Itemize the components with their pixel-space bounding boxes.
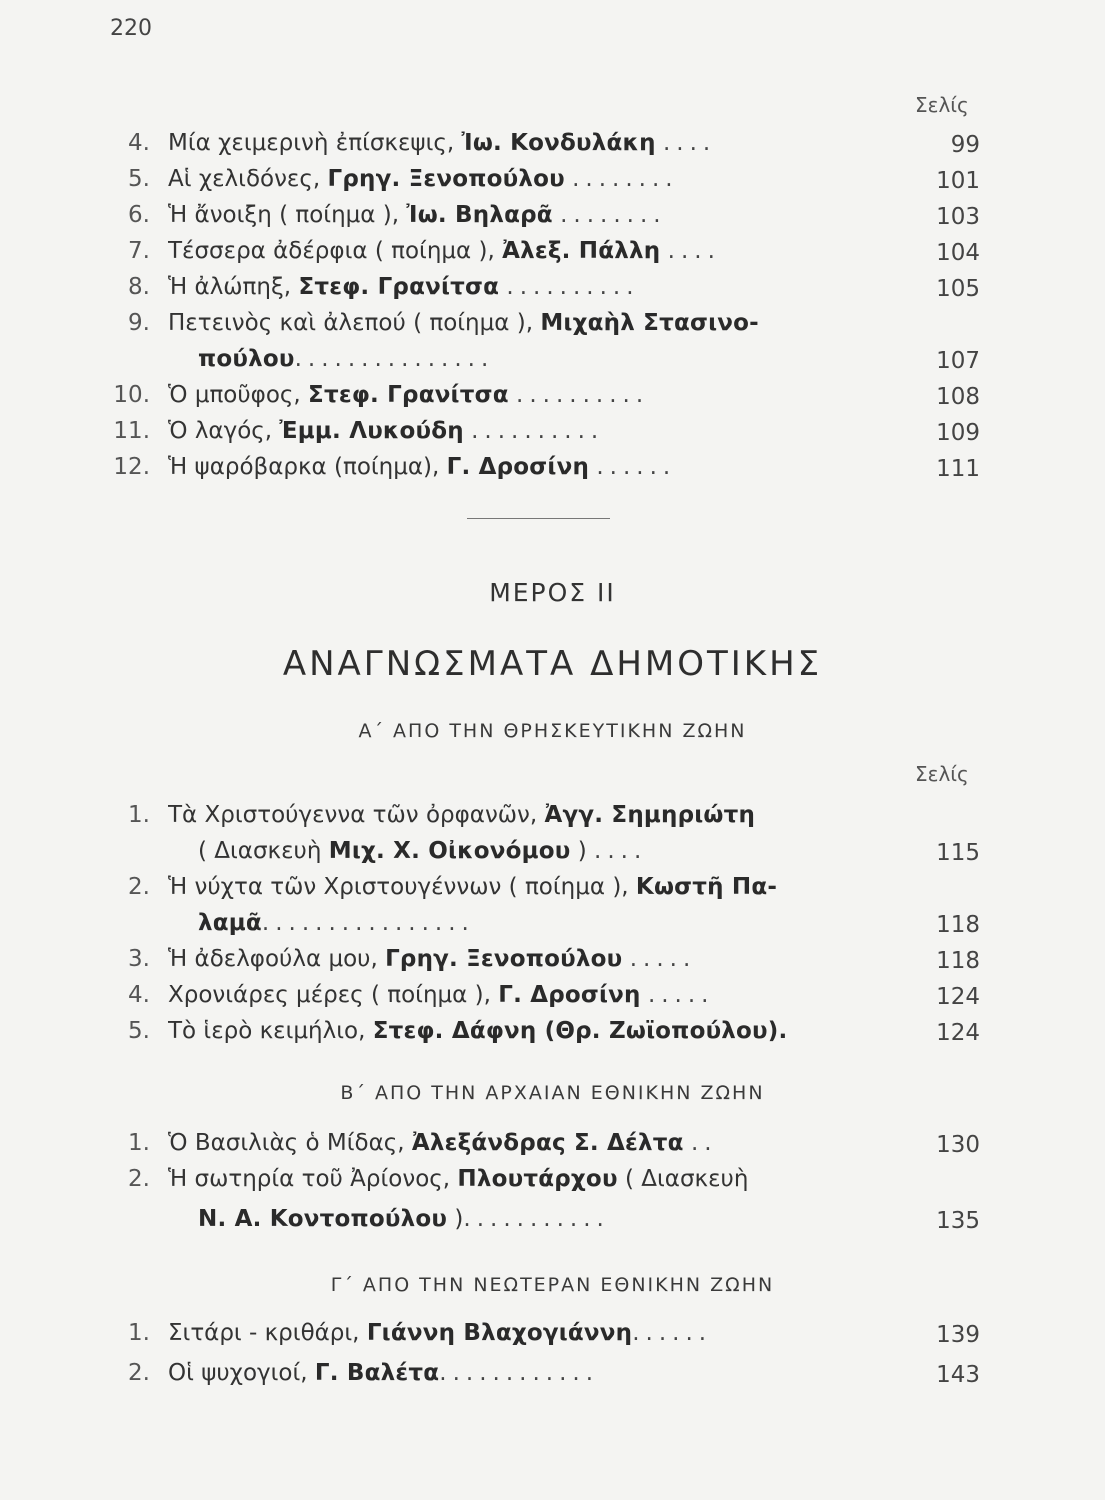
toc-page: 99 <box>950 132 980 158</box>
toc-leader-dots: ..... <box>629 946 697 972</box>
toc-number: 1. <box>128 1130 150 1156</box>
toc-text <box>168 910 910 936</box>
toc-author: Γιάννη Βλαχογιάννη <box>366 1320 633 1346</box>
toc-text <box>168 238 910 264</box>
toc-number: 1. <box>128 1320 150 1346</box>
toc-text <box>168 202 910 228</box>
toc-row <box>100 1166 980 1202</box>
toc-number: 8. <box>128 274 150 300</box>
toc-page: 139 <box>936 1322 980 1348</box>
toc-title: Οἱ ψυχογιοί, <box>168 1360 315 1386</box>
toc-title: Μία χειμερινὴ ἐπίσκεψις, <box>168 130 462 156</box>
toc-text <box>168 1320 910 1346</box>
toc-page: 101 <box>936 168 980 194</box>
toc-text <box>168 838 910 864</box>
toc-row <box>100 130 980 166</box>
toc-leader-dots: ........ <box>560 202 667 228</box>
toc-row <box>100 1320 980 1356</box>
toc-number: 11. <box>113 418 150 444</box>
toc-title: Χρονιάρες μέρες ( ποίημα ), <box>168 982 499 1008</box>
toc-author: Ἰω. Κονδυλάκη <box>461 130 656 156</box>
toc-row <box>100 874 980 910</box>
toc-row <box>100 946 980 982</box>
toc-row <box>100 310 980 346</box>
toc-row <box>100 382 980 418</box>
toc-text <box>168 274 910 300</box>
toc-leader-dots: .. <box>691 1130 718 1156</box>
toc-author: Στεφ. Γρανίτσα <box>308 382 509 408</box>
toc-author: Στεφ. Δάφνη (Θρ. Ζωϊοπούλου). <box>372 1018 788 1044</box>
toc-text <box>168 946 910 972</box>
toc-row <box>100 1018 980 1054</box>
selis-label-section-a: Σελίς <box>915 762 969 786</box>
toc-number: 10. <box>113 382 150 408</box>
toc-leader-dots: ........... <box>463 1206 610 1232</box>
toc-author: Ν. Α. Κοντοπούλου <box>198 1206 448 1232</box>
toc-page: 143 <box>936 1362 980 1388</box>
toc-leader-dots: .......... <box>471 418 605 444</box>
toc-title: Ἡ ἄνοιξη ( ποίημα ), <box>168 202 407 228</box>
toc-author: Γ. Βαλέτα <box>314 1360 440 1386</box>
toc-page: 105 <box>936 276 980 302</box>
toc-number: 4. <box>128 982 150 1008</box>
toc-text <box>168 310 980 336</box>
section-title-a: Α΄ ΑΠΟ ΤΗΝ ΘΡΗΣΚΕΥΤΙΚΗΝ ΖΩΗΝ <box>358 720 747 742</box>
toc-row <box>100 802 980 838</box>
toc-leader-dots: .... <box>667 238 721 264</box>
toc-title: Αἱ χελιδόνες, <box>168 166 328 192</box>
toc-number: 7. <box>128 238 150 264</box>
toc-author: Ἀγγ. Σημηριώτη <box>544 802 756 828</box>
toc-text <box>168 1018 918 1044</box>
toc-text <box>168 130 910 156</box>
toc-leader-dots: .......... <box>516 382 650 408</box>
toc-title: Ἡ νύχτα τῶν Χριστουγέννων ( ποίημα ), <box>168 874 636 900</box>
toc-text <box>168 418 910 444</box>
toc-leader-dots: ............ <box>439 1360 600 1386</box>
toc-leader-dots: ..... <box>647 982 715 1008</box>
toc-text <box>168 166 910 192</box>
toc-text <box>168 802 980 828</box>
toc-text <box>168 454 910 480</box>
divider-rule <box>467 518 610 519</box>
toc-row-continuation <box>100 910 980 946</box>
toc-row <box>100 1130 980 1166</box>
toc-author: Γρηγ. Ξενοπούλου <box>327 166 565 192</box>
toc-page: 118 <box>936 948 980 974</box>
toc-page: 104 <box>936 240 980 266</box>
toc-title: Σιτάρι - κριθάρι, <box>168 1320 367 1346</box>
toc-number: 2. <box>128 1360 150 1386</box>
toc-title: Τέσσερα ἀδέρφια ( ποίημα ), <box>168 238 503 264</box>
toc-title: Ἡ ἀλώπηξ, <box>168 274 299 300</box>
toc-author: Πλουτάρχου <box>457 1166 618 1192</box>
part-title: ΜΕΡΟΣ ΙΙ <box>489 578 616 607</box>
toc-author: Μιχαὴλ Στασινο- <box>540 310 759 336</box>
toc-title: Ὁ λαγός, <box>168 418 280 444</box>
toc-row <box>100 454 980 490</box>
toc-row <box>100 274 980 310</box>
toc-page: 135 <box>936 1208 980 1234</box>
toc-author: Μιχ. Χ. Οἰκονόμου <box>328 838 571 864</box>
toc-row <box>100 238 980 274</box>
toc-author: Γ. Δροσίνη <box>446 454 590 480</box>
toc-number: 4. <box>128 130 150 156</box>
toc-author: Στεφ. Γρανίτσα <box>298 274 500 300</box>
toc-page: 118 <box>936 912 980 938</box>
toc-row-continuation <box>100 346 980 382</box>
toc-text <box>168 1206 910 1232</box>
toc-author: Ἀλεξάνδρας Σ. Δέλτα <box>411 1130 684 1156</box>
toc-row-continuation <box>100 838 980 874</box>
toc-page: 124 <box>936 984 980 1010</box>
toc-row-continuation <box>100 1206 980 1242</box>
toc-title: Ἡ ἀδελφούλα μου, <box>168 946 386 972</box>
toc-number: 12. <box>113 454 150 480</box>
toc-leader-dots: ................ <box>261 910 475 936</box>
toc-title: Ἡ σωτηρία τοῦ Ἀρίονος, <box>168 1166 458 1192</box>
toc-author: Ἰω. Βηλαρᾶ <box>406 202 553 228</box>
toc-number: 5. <box>128 166 150 192</box>
toc-row <box>100 1360 980 1396</box>
toc-title: Ὁ Βασιλιὰς ὁ Μίδας, <box>168 1130 412 1156</box>
toc-text <box>168 1360 910 1386</box>
toc-rest: ( Διασκευὴ <box>617 1166 749 1192</box>
toc-page: 111 <box>936 456 980 482</box>
toc-title: Πετεινὸς καὶ ἀλεπού ( ποίημα ), <box>168 310 541 336</box>
toc-number: 3. <box>128 946 150 972</box>
page-number: 220 <box>110 16 152 41</box>
toc-page: 130 <box>936 1132 980 1158</box>
toc-rest: ) <box>447 1206 464 1232</box>
toc-page: 124 <box>936 1020 980 1046</box>
toc-row <box>100 202 980 238</box>
toc-leader-dots: .......... <box>506 274 640 300</box>
toc-leader-dots: ............... <box>294 346 495 372</box>
toc-title: Ὁ μποῦφος, <box>168 382 309 408</box>
main-title: ΑΝΑΓΝΩΣΜΑΤΑ ΔΗΜΟΤΙΚΗΣ <box>282 644 823 684</box>
toc-text <box>168 1166 980 1192</box>
toc-title: ( Διασκευὴ <box>198 838 329 864</box>
toc-page: 109 <box>936 420 980 446</box>
toc-text <box>168 1130 910 1156</box>
section-title-b: Β΄ ΑΠΟ ΤΗΝ ΑΡΧΑΙΑΝ ΕΘΝΙΚΗΝ ΖΩΗΝ <box>340 1082 765 1104</box>
toc-title: Ἡ ψαρόβαρκα (ποίημα), <box>168 454 447 480</box>
toc-page: 108 <box>936 384 980 410</box>
toc-row <box>100 982 980 1018</box>
toc-number: 1. <box>128 802 150 828</box>
toc-author: πούλου <box>198 346 295 372</box>
section-title-c: Γ΄ ΑΠΟ ΤΗΝ ΝΕΩΤΕΡΑΝ ΕΘΝΙΚΗΝ ΖΩΗΝ <box>330 1274 775 1296</box>
toc-text <box>168 874 980 900</box>
toc-author: Ἀλεξ. Πάλλη <box>502 238 661 264</box>
toc-number: 9. <box>128 310 150 336</box>
toc-author: λαμᾶ <box>198 910 262 936</box>
toc-row <box>100 166 980 202</box>
toc-leader-dots: .... <box>662 130 717 156</box>
toc-number: 6. <box>128 202 150 228</box>
toc-row <box>100 418 980 454</box>
toc-author: Γρηγ. Ξενοπούλου <box>385 946 623 972</box>
toc-number: 5. <box>128 1018 150 1044</box>
toc-title: Τὰ Χριστούγεννα τῶν ὀρφανῶν, <box>168 802 545 828</box>
toc-author: Ἐμμ. Λυκούδη <box>279 418 464 444</box>
toc-leader-dots: .... <box>594 838 648 864</box>
toc-leader-dots: ...... <box>596 454 677 480</box>
toc-text <box>168 382 910 408</box>
toc-author: Κωστῆ Πα- <box>635 874 778 900</box>
toc-rest: ) <box>570 838 587 864</box>
toc-author: Γ. Δροσίνη <box>498 982 641 1008</box>
toc-page: 103 <box>936 204 980 230</box>
toc-text <box>168 982 910 1008</box>
toc-page: 107 <box>936 348 980 374</box>
toc-leader-dots: ...... <box>632 1320 713 1346</box>
toc-title: Τὸ ἱερὸ κειμήλιο, <box>168 1018 373 1044</box>
selis-label-top: Σελίς <box>915 93 969 117</box>
toc-text <box>168 346 910 372</box>
toc-number: 2. <box>128 1166 150 1192</box>
toc-number: 2. <box>128 874 150 900</box>
toc-leader-dots: ........ <box>572 166 679 192</box>
toc-page: 115 <box>936 840 980 866</box>
